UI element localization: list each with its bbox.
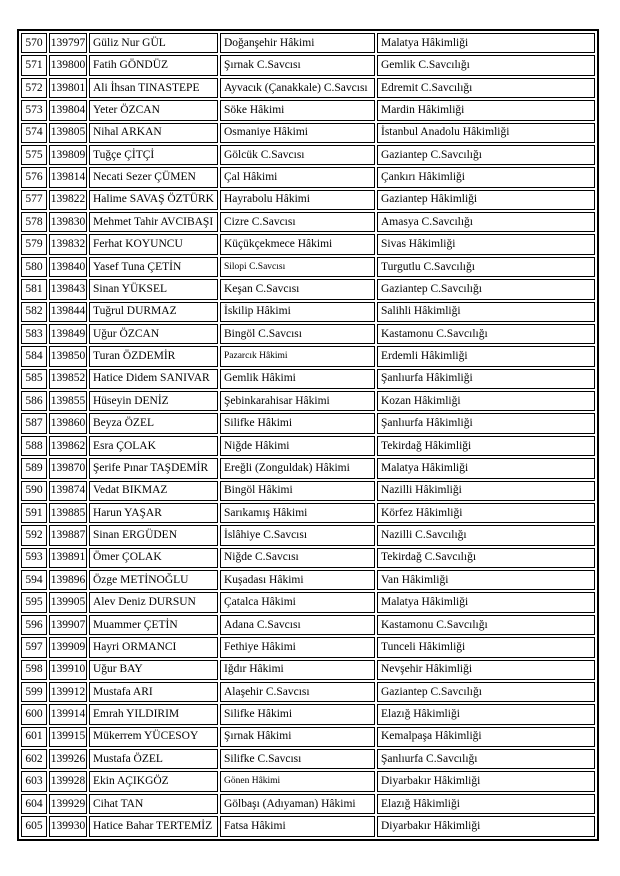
registry-number-cell: 139852 [49, 369, 87, 389]
person-name-cell: Mehmet Tahir AVCIBAŞI [89, 212, 218, 232]
person-name-cell: Harun YAŞAR [89, 503, 218, 523]
table-row [21, 727, 595, 747]
person-name-cell: Cihat TAN [89, 794, 218, 814]
registry-number-cell: 139862 [49, 436, 87, 456]
table-row [21, 55, 595, 75]
registry-number-cell: 139914 [49, 704, 87, 724]
new-post-cell: Diyarbakır Hâkimliği [377, 771, 595, 791]
current-post-cell: Gemlik Hâkimi [220, 369, 375, 389]
current-post-cell: Alaşehir C.Savcısı [220, 682, 375, 702]
new-post-cell: Şanlıurfa Hâkimliği [377, 369, 595, 389]
person-name-cell: Sinan ERGÜDEN [89, 525, 218, 545]
new-post-cell: Kozan Hâkimliği [377, 391, 595, 411]
person-name-cell: Halime SAVAŞ ÖZTÜRK [89, 190, 218, 210]
person-name-cell: Özge METİNOĞLU [89, 570, 218, 590]
table-row [21, 123, 595, 143]
new-post-cell: Körfez Hâkimliği [377, 503, 595, 523]
current-post-cell: Şırnak Hâkimi [220, 727, 375, 747]
new-post-cell: Sivas Hâkimliği [377, 234, 595, 254]
current-post-cell: Doğanşehir Hâkimi [220, 33, 375, 53]
table-row [21, 794, 595, 814]
table-row [21, 637, 595, 657]
row-number-cell: 583 [21, 324, 47, 344]
table-row [21, 279, 595, 299]
current-post-cell: Söke Hâkimi [220, 100, 375, 120]
registry-number-cell: 139804 [49, 100, 87, 120]
table-row [21, 704, 595, 724]
registry-number-cell: 139800 [49, 55, 87, 75]
row-number-cell: 600 [21, 704, 47, 724]
current-post-cell: Fatsa Hâkimi [220, 816, 375, 837]
table-row [21, 525, 595, 545]
registry-number-cell: 139930 [49, 816, 87, 837]
person-name-cell: Mustafa ÖZEL [89, 749, 218, 769]
new-post-cell: Amasya C.Savcılığı [377, 212, 595, 232]
current-post-cell: Fethiye Hâkimi [220, 637, 375, 657]
row-number-cell: 571 [21, 55, 47, 75]
new-post-cell: Çankırı Hâkimliği [377, 167, 595, 187]
registry-number-cell: 139822 [49, 190, 87, 210]
row-number-cell: 602 [21, 749, 47, 769]
row-number-cell: 598 [21, 660, 47, 680]
current-post-cell: Silifke Hâkimi [220, 413, 375, 433]
current-post-cell: İslâhiye C.Savcısı [220, 525, 375, 545]
new-post-cell: Elazığ Hâkimliği [377, 704, 595, 724]
registry-number-cell: 139832 [49, 234, 87, 254]
table-row [21, 145, 595, 165]
current-post-cell: Gönen Hâkimi [220, 771, 375, 791]
person-name-cell: Alev Deniz DURSUN [89, 592, 218, 612]
current-post-cell: Silifke Hâkimi [220, 704, 375, 724]
current-post-cell: Gölbaşı (Adıyaman) Hâkimi [220, 794, 375, 814]
table-row [21, 615, 595, 635]
table-row [21, 458, 595, 478]
registry-number-cell: 139887 [49, 525, 87, 545]
person-name-cell: Yeter ÖZCAN [89, 100, 218, 120]
row-number-cell: 586 [21, 391, 47, 411]
registry-number-cell: 139849 [49, 324, 87, 344]
row-number-cell: 587 [21, 413, 47, 433]
current-post-cell: Küçükçekmece Hâkimi [220, 234, 375, 254]
current-post-cell: Niğde Hâkimi [220, 436, 375, 456]
current-post-cell: Osmaniye Hâkimi [220, 123, 375, 143]
row-number-cell: 572 [21, 78, 47, 98]
new-post-cell: Şanlıurfa C.Savcılığı [377, 749, 595, 769]
new-post-cell: Gemlik C.Savcılığı [377, 55, 595, 75]
registry-number-cell: 139907 [49, 615, 87, 635]
row-number-cell: 595 [21, 592, 47, 612]
table-row [21, 503, 595, 523]
new-post-cell: İstanbul Anadolu Hâkimliği [377, 123, 595, 143]
registry-number-cell: 139797 [49, 33, 87, 53]
current-post-cell: Keşan C.Savcısı [220, 279, 375, 299]
assignments-table-body [21, 33, 595, 837]
person-name-cell: Hayri ORMANCI [89, 637, 218, 657]
current-post-cell: Şırnak C.Savcısı [220, 55, 375, 75]
new-post-cell: Nazilli Hâkimliği [377, 481, 595, 501]
table-row [21, 481, 595, 501]
new-post-cell: Kastamonu C.Savcılığı [377, 324, 595, 344]
person-name-cell: Necati Sezer ÇÜMEN [89, 167, 218, 187]
person-name-cell: Ali İhsan TINASTEPE [89, 78, 218, 98]
row-number-cell: 591 [21, 503, 47, 523]
row-number-cell: 578 [21, 212, 47, 232]
new-post-cell: Tekirdağ C.Savcılığı [377, 548, 595, 568]
table-row [21, 33, 595, 53]
row-number-cell: 570 [21, 33, 47, 53]
new-post-cell: Edremit C.Savcılığı [377, 78, 595, 98]
table-row [21, 100, 595, 120]
table-row [21, 369, 595, 389]
new-post-cell: Nevşehir Hâkimliği [377, 660, 595, 680]
person-name-cell: Sinan YÜKSEL [89, 279, 218, 299]
row-number-cell: 584 [21, 346, 47, 366]
new-post-cell: Erdemli Hâkimliği [377, 346, 595, 366]
new-post-cell: Malatya Hâkimliği [377, 458, 595, 478]
person-name-cell: Ferhat KOYUNCU [89, 234, 218, 254]
row-number-cell: 588 [21, 436, 47, 456]
person-name-cell: Vedat BIKMAZ [89, 481, 218, 501]
current-post-cell: Niğde C.Savcısı [220, 548, 375, 568]
new-post-cell: Turgutlu C.Savcılığı [377, 257, 595, 277]
current-post-cell: Kuşadası Hâkimi [220, 570, 375, 590]
registry-number-cell: 139874 [49, 481, 87, 501]
person-name-cell: Muammer ÇETİN [89, 615, 218, 635]
registry-number-cell: 139912 [49, 682, 87, 702]
registry-number-cell: 139844 [49, 302, 87, 322]
new-post-cell: Elazığ Hâkimliği [377, 794, 595, 814]
person-name-cell: Hatice Didem SANIVAR [89, 369, 218, 389]
row-number-cell: 605 [21, 816, 47, 837]
row-number-cell: 593 [21, 548, 47, 568]
new-post-cell: Mardin Hâkimliği [377, 100, 595, 120]
current-post-cell: Çatalca Hâkimi [220, 592, 375, 612]
current-post-cell: Iğdır Hâkimi [220, 660, 375, 680]
table-row [21, 302, 595, 322]
person-name-cell: Emrah YILDIRIM [89, 704, 218, 724]
person-name-cell: Turan ÖZDEMİR [89, 346, 218, 366]
table-row [21, 257, 595, 277]
person-name-cell: Mustafa ARI [89, 682, 218, 702]
table-row [21, 167, 595, 187]
table-row [21, 324, 595, 344]
row-number-cell: 601 [21, 727, 47, 747]
new-post-cell: Malatya Hâkimliği [377, 592, 595, 612]
table-row [21, 234, 595, 254]
new-post-cell: Gaziantep C.Savcılığı [377, 682, 595, 702]
registry-number-cell: 139926 [49, 749, 87, 769]
person-name-cell: Ömer ÇOLAK [89, 548, 218, 568]
person-name-cell: Yasef Tuna ÇETİN [89, 257, 218, 277]
row-number-cell: 599 [21, 682, 47, 702]
person-name-cell: Beyza ÖZEL [89, 413, 218, 433]
registry-number-cell: 139830 [49, 212, 87, 232]
current-post-cell: Silifke C.Savcısı [220, 749, 375, 769]
row-number-cell: 579 [21, 234, 47, 254]
registry-number-cell: 139843 [49, 279, 87, 299]
registry-number-cell: 139814 [49, 167, 87, 187]
row-number-cell: 597 [21, 637, 47, 657]
registry-number-cell: 139860 [49, 413, 87, 433]
current-post-cell: Gölcük C.Savcısı [220, 145, 375, 165]
person-name-cell: Güliz Nur GÜL [89, 33, 218, 53]
row-number-cell: 577 [21, 190, 47, 210]
new-post-cell: Tekirdağ Hâkimliği [377, 436, 595, 456]
current-post-cell: Çal Hâkimi [220, 167, 375, 187]
person-name-cell: Uğur BAY [89, 660, 218, 680]
registry-number-cell: 139801 [49, 78, 87, 98]
person-name-cell: Nihal ARKAN [89, 123, 218, 143]
registry-number-cell: 139840 [49, 257, 87, 277]
table-row [21, 682, 595, 702]
row-number-cell: 604 [21, 794, 47, 814]
registry-number-cell: 139896 [49, 570, 87, 590]
table-row [21, 749, 595, 769]
table-row [21, 660, 595, 680]
new-post-cell: Kastamonu C.Savcılığı [377, 615, 595, 635]
registry-number-cell: 139891 [49, 548, 87, 568]
new-post-cell: Salihli Hâkimliği [377, 302, 595, 322]
person-name-cell: Tuğçe ÇİTÇİ [89, 145, 218, 165]
table-row [21, 413, 595, 433]
current-post-cell: Silopi C.Savcısı [220, 257, 375, 277]
assignments-table [17, 29, 599, 841]
current-post-cell: Hayrabolu Hâkimi [220, 190, 375, 210]
registry-number-cell: 139929 [49, 794, 87, 814]
current-post-cell: Bingöl Hâkimi [220, 481, 375, 501]
table-row [21, 771, 595, 791]
table-row [21, 78, 595, 98]
row-number-cell: 589 [21, 458, 47, 478]
registry-number-cell: 139915 [49, 727, 87, 747]
table-row [21, 592, 595, 612]
registry-number-cell: 139910 [49, 660, 87, 680]
registry-number-cell: 139870 [49, 458, 87, 478]
current-post-cell: Sarıkamış Hâkimi [220, 503, 375, 523]
row-number-cell: 596 [21, 615, 47, 635]
row-number-cell: 603 [21, 771, 47, 791]
registry-number-cell: 139855 [49, 391, 87, 411]
current-post-cell: Şebinkarahisar Hâkimi [220, 391, 375, 411]
table-row [21, 190, 595, 210]
row-number-cell: 585 [21, 369, 47, 389]
table-row [21, 212, 595, 232]
registry-number-cell: 139909 [49, 637, 87, 657]
person-name-cell: Şerife Pınar TAŞDEMİR [89, 458, 218, 478]
new-post-cell: Şanlıurfa Hâkimliği [377, 413, 595, 433]
table-row [21, 570, 595, 590]
new-post-cell: Nazilli C.Savcılığı [377, 525, 595, 545]
person-name-cell: Fatih GÖNDÜZ [89, 55, 218, 75]
row-number-cell: 575 [21, 145, 47, 165]
row-number-cell: 592 [21, 525, 47, 545]
current-post-cell: Cizre C.Savcısı [220, 212, 375, 232]
current-post-cell: Bingöl C.Savcısı [220, 324, 375, 344]
person-name-cell: Mükerrem YÜCESOY [89, 727, 218, 747]
current-post-cell: İskilip Hâkimi [220, 302, 375, 322]
row-number-cell: 580 [21, 257, 47, 277]
person-name-cell: Esra ÇOLAK [89, 436, 218, 456]
current-post-cell: Ayvacık (Çanakkale) C.Savcısı [220, 78, 375, 98]
current-post-cell: Adana C.Savcısı [220, 615, 375, 635]
current-post-cell: Ereğli (Zonguldak) Hâkimi [220, 458, 375, 478]
new-post-cell: Kemalpaşa Hâkimliği [377, 727, 595, 747]
table-row [21, 816, 595, 837]
registry-number-cell: 139928 [49, 771, 87, 791]
new-post-cell: Gaziantep C.Savcılığı [377, 279, 595, 299]
row-number-cell: 576 [21, 167, 47, 187]
registry-number-cell: 139885 [49, 503, 87, 523]
row-number-cell: 582 [21, 302, 47, 322]
current-post-cell: Pazarcık Hâkimi [220, 346, 375, 366]
new-post-cell: Malatya Hâkimliği [377, 33, 595, 53]
registry-number-cell: 139805 [49, 123, 87, 143]
registry-number-cell: 139905 [49, 592, 87, 612]
new-post-cell: Van Hâkimliği [377, 570, 595, 590]
table-row [21, 548, 595, 568]
person-name-cell: Tuğrul DURMAZ [89, 302, 218, 322]
registry-number-cell: 139809 [49, 145, 87, 165]
registry-number-cell: 139850 [49, 346, 87, 366]
row-number-cell: 594 [21, 570, 47, 590]
person-name-cell: Hatice Bahar TERTEMİZ [89, 816, 218, 837]
row-number-cell: 573 [21, 100, 47, 120]
person-name-cell: Uğur ÖZCAN [89, 324, 218, 344]
table-row [21, 346, 595, 366]
row-number-cell: 574 [21, 123, 47, 143]
row-number-cell: 590 [21, 481, 47, 501]
person-name-cell: Ekin AÇIKGÖZ [89, 771, 218, 791]
table-row [21, 436, 595, 456]
table-row [21, 391, 595, 411]
new-post-cell: Diyarbakır Hâkimliği [377, 816, 595, 837]
new-post-cell: Gaziantep C.Savcılığı [377, 145, 595, 165]
new-post-cell: Gaziantep Hâkimliği [377, 190, 595, 210]
new-post-cell: Tunceli Hâkimliği [377, 637, 595, 657]
row-number-cell: 581 [21, 279, 47, 299]
person-name-cell: Hüseyin DENİZ [89, 391, 218, 411]
